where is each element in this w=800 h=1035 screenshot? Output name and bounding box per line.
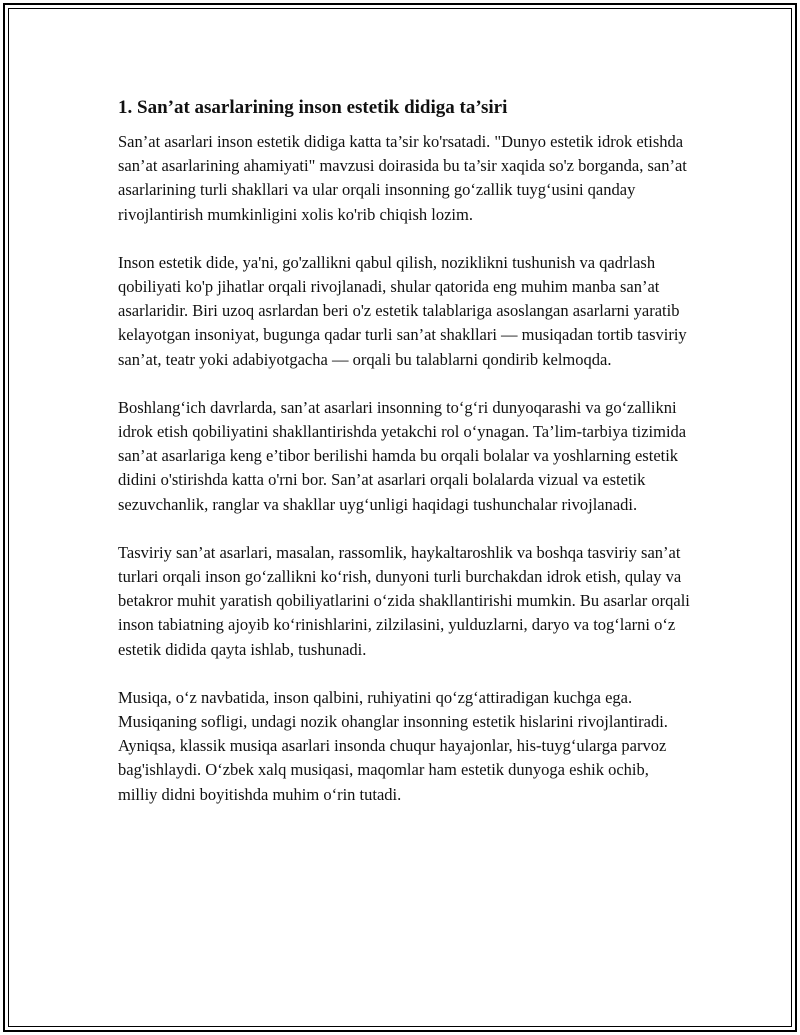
paragraph-2: Inson estetik dide, ya'ni, go'zallikni qabul qilish, noziklikni tushunish va qadrlash qobiliyati ko'p jihatlar orqali rivojlanadi, shular qatorida eng muhim manba san’at asarlaridir. Biri uzoq asrlardan beri o'z estetik talablariga asoslangan asarlarni yaratib kelayotgan insoniyat, bugunga qadar turli san’at shakllari — musiqadan tortib tasviriy san’at, teatr yoki adabiyotgacha — orqali bu talablarni qondirib kelmoqda.: [118, 252, 687, 369]
paragraph-1: San’at asarlari inson estetik didiga katta ta’sir ko'rsatadi. "Dunyo estetik idrok etishda san’at asarlarining ahamiyati" mavzusi doirasida bu ta’sir xaqida so'z borganda, san’at asarlarining turli shakllari va ular orqali insonning go‘zallik tuyg‘usini qanday rivojlantirish mumkinligini xolis ko'rib chiqish lozim.: [118, 132, 687, 224]
paragraph-5: Musiqa, o‘z navbatida, inson qalbini, ruhiyatini qo‘zg‘attiradigan kuchga ega. Musiqaning sofligi, undagi nozik ohanglar insonning estetik hislarini rivojlantiradi. Ayniqsa, klassik musiqa asarlari insonda chuqur hayajonlar, his-tuyg‘ularga parvoz bag'ishlaydi. O‘zbek xalq musiqasi, maqomlar ham estetik dunyoga eshik ochib, milliy didni boyitishda muhim o‘rin tutadi.: [118, 687, 668, 804]
paragraph-4: Tasviriy san’at asarlari, masalan, rassomlik, haykaltaroshlik va boshqa tasviriy san’at turlari orqali inson go‘zallikni ko‘rish, dunyoni turli burchakdan idrok etish, qulay va betakror muhit yaratish qobiliyatlarini o‘zida shakllantirishi mumkin. Bu asarlar orqali inson tabiatning ajoyib ko‘rinishlarini, zilzilasini, yulduzlarni, daryo va tog‘larni o‘z estetik didida qayta ishlab, tushunadi.: [118, 542, 690, 659]
paragraph-3: Boshlang‘ich davrlarda, san’at asarlari insonning to‘g‘ri dunyoqarashi va go‘zallikni idrok etish qobiliyatini shakllantirishda yetakchi rol o‘ynagan. Ta’lim-tarbiya tizimida san’at asarlariga keng e’tibor berilishi hamda bu orqali bolalar va yoshlarning estetik didini o'stirishda katta o'rni bor. San’at asarlari orqali bolalarda vizual va estetik sezuvchanlik, ranglar va shakllar uyg‘unligi haqidagi tushunchalar rivojlanadi.: [118, 397, 687, 514]
document-body: [118, 96, 690, 831]
section-title: 1. San’at asarlarining inson estetik didiga ta’siri: [118, 97, 508, 118]
